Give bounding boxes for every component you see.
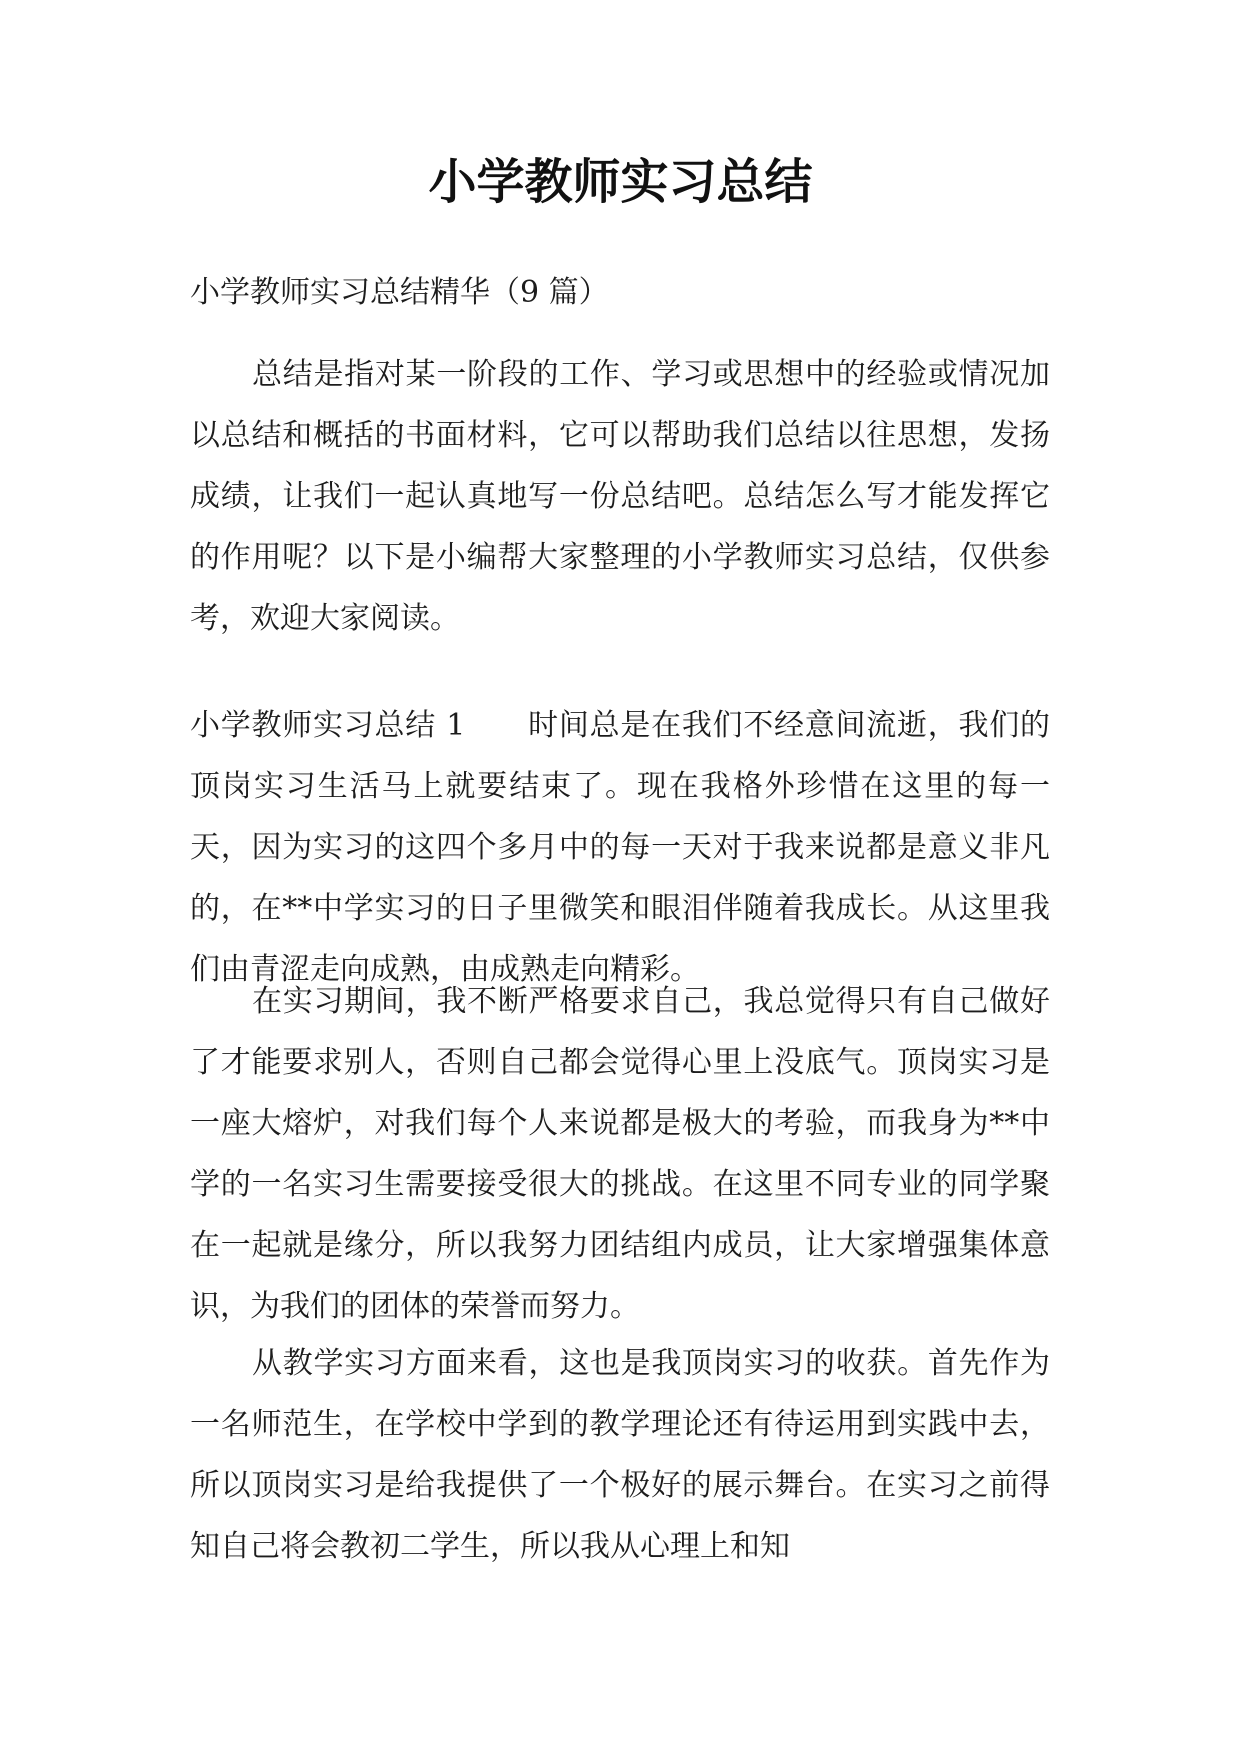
section-1-heading: 小学教师实习总结 1	[190, 708, 466, 743]
section-1-paragraph	[190, 695, 1050, 1000]
paragraph-2: 在实习期间，我不断严格要求自己，我总觉得只有自己做好了才能要求别人，否则自己都会觉得心里上没底气。顶岗实习是一座大熔炉，对我们每个人来说都是极大的考验，而我身为**中学的一名实习生需要接受很大的挑战。在这里不同专业的同学聚在一起就是缘分，所以我努力团结组内成员，让大家增强集体意识，为我们的团体的荣誉而努力。	[190, 984, 1050, 1324]
section-1-text: 时间总是在我们不经意间流逝，我们的顶岗实习生活马上就要结束了。现在我格外珍惜在这里的每一天，因为实习的这四个多月中的每一天对于我来说都是意义非凡的，在**中学实习的日子里微笑和眼泪伴随着我成长。从这里我们由青涩走向成熟，由成熟走向精彩。	[190, 708, 1051, 987]
document-title: 小学教师实习总结	[428, 154, 813, 210]
document-subtitle: 小学教师实习总结精华（9 篇）	[190, 275, 609, 310]
intro-paragraph: 总结是指对某一阶段的工作、学习或思想中的经验或情况加以总结和概括的书面材料，它可以帮助我们总结以往思想，发扬成绩，让我们一起认真地写一份总结吧。总结怎么写才能发挥它的作用呢？以下是小编帮大家整理的小学教师实习总结，仅供参考，欢迎大家阅读。	[190, 357, 1050, 636]
paragraph-3: 从教学实习方面来看，这也是我顶岗实习的收获。首先作为一名师范生，在学校中学到的教学理论还有待运用到实践中去，所以顶岗实习是给我提供了一个极好的展示舞台。在实习之前得知自己将会教初二学生，所以我从心理上和知	[190, 1346, 1050, 1564]
